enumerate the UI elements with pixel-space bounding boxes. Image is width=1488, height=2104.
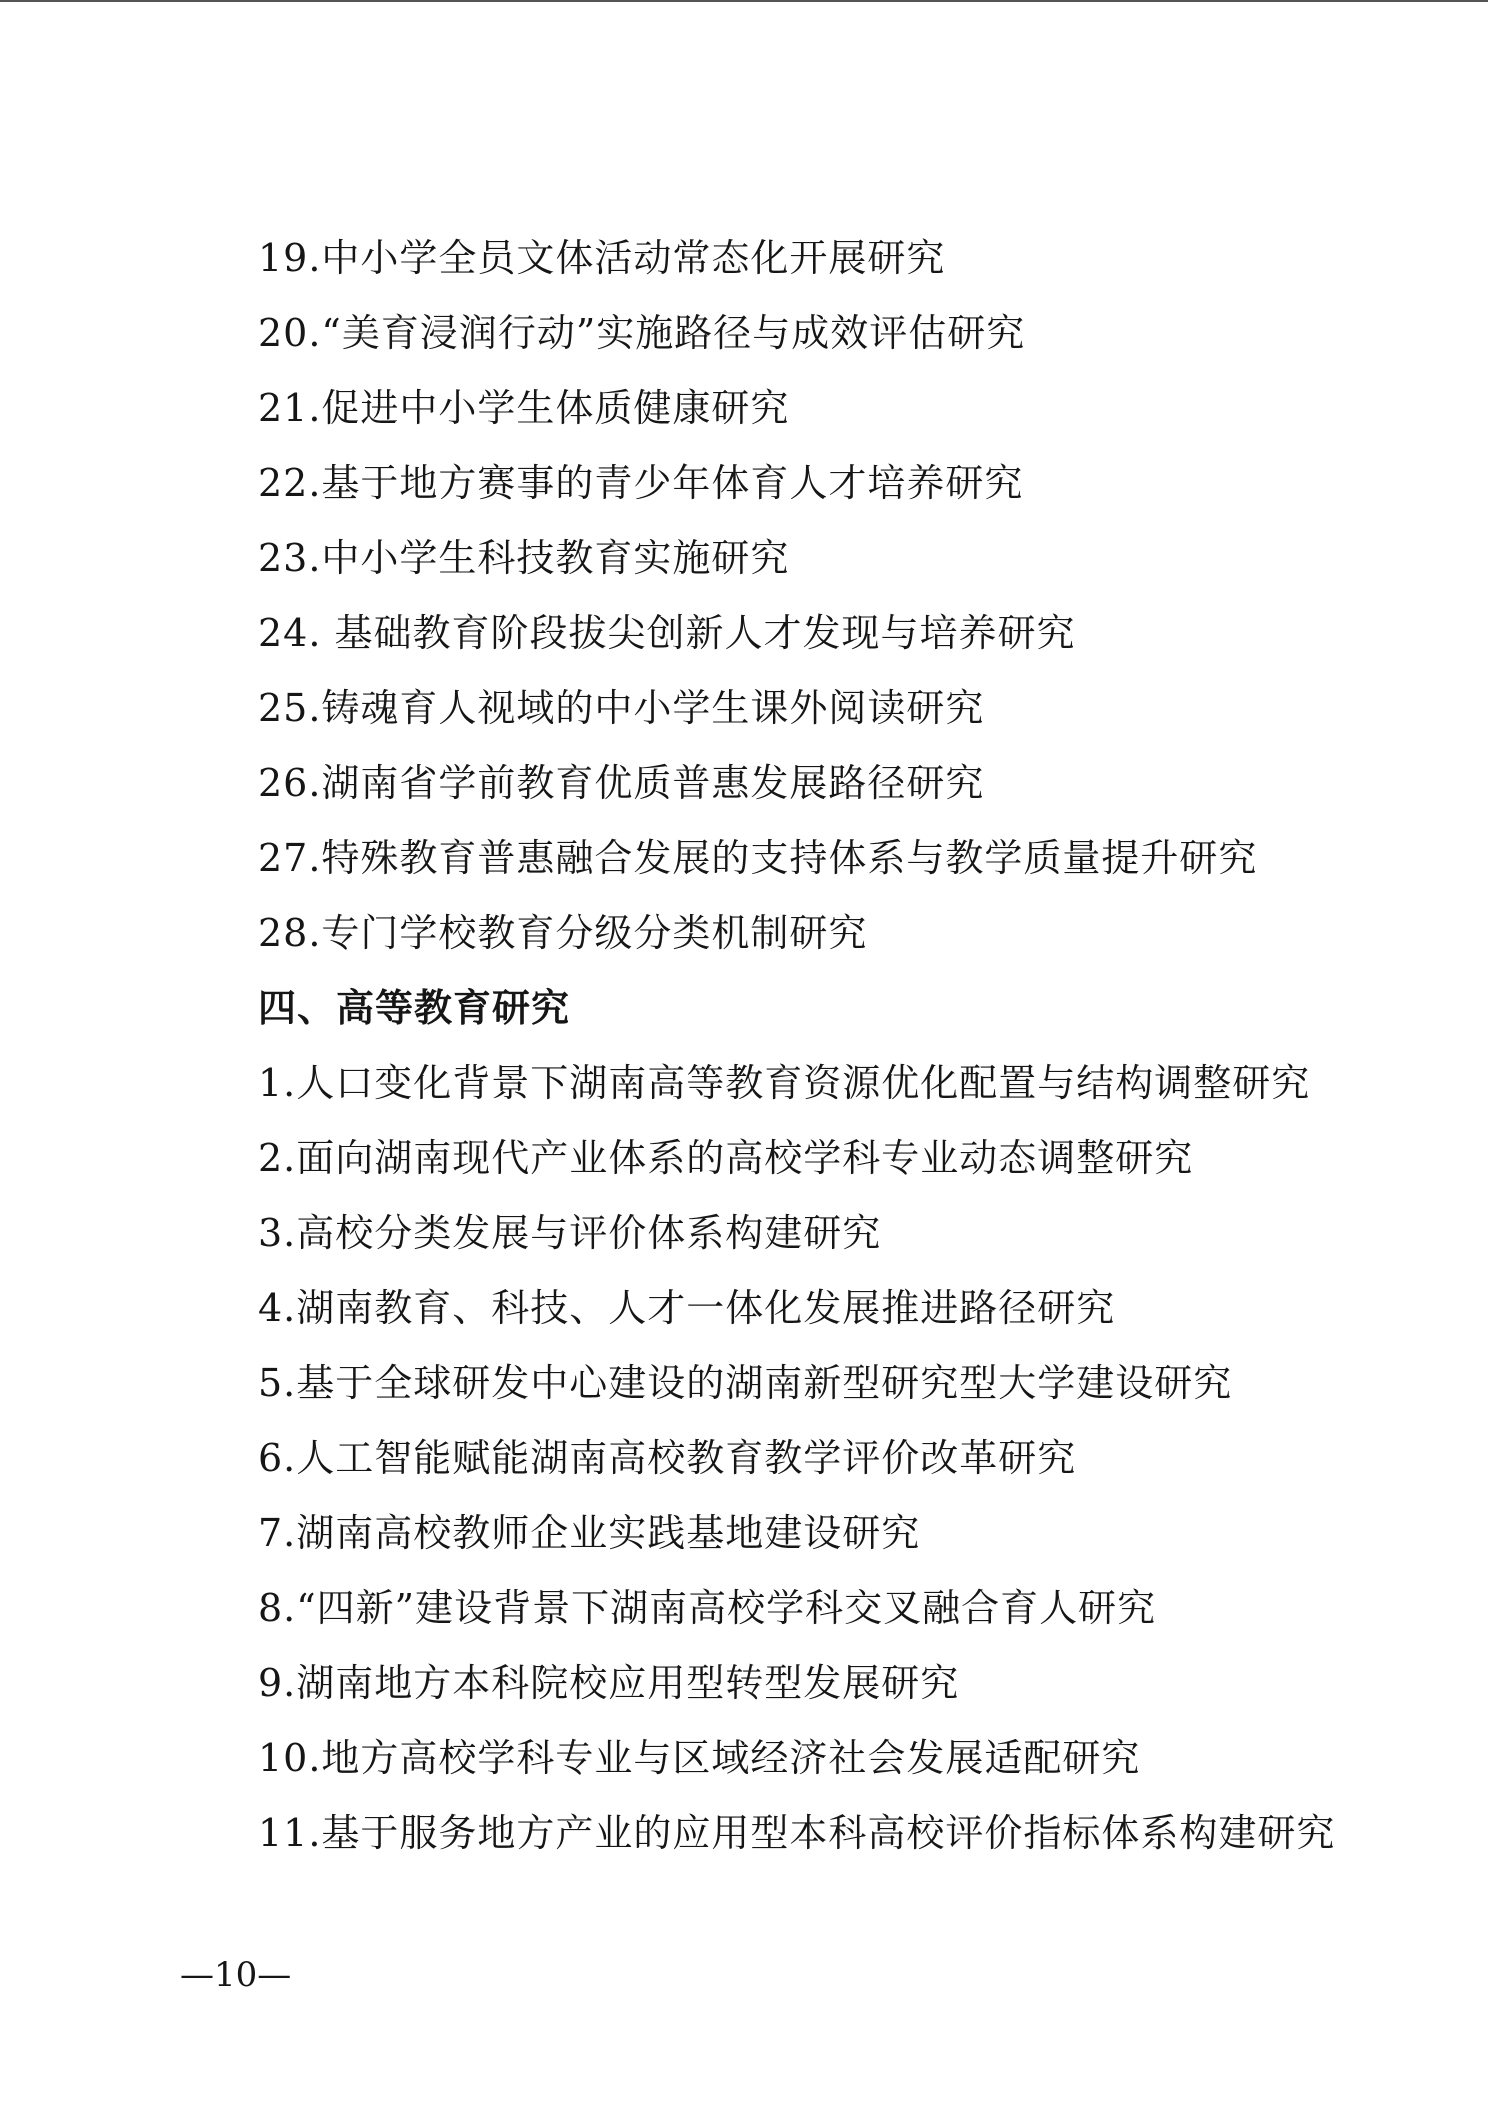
list-item: 2.面向湖南现代产业体系的高校学科专业动态调整研究 — [258, 1136, 1194, 1180]
list-item: 1.人口变化背景下湖南高等教育资源优化配置与结构调整研究 — [258, 1061, 1311, 1105]
list-item: 19.中小学全员文体活动常态化开展研究 — [258, 236, 946, 280]
list-item: 5.基于全球研发中心建设的湖南新型研究型大学建设研究 — [258, 1361, 1233, 1405]
document-body — [258, 228, 1398, 1878]
list-item: 22.基于地方赛事的青少年体育人才培养研究 — [258, 461, 1024, 505]
list-item: 7.湖南高校教师企业实践基地建设研究 — [258, 1511, 921, 1555]
list-item: 25.铸魂育人视域的中小学生课外阅读研究 — [258, 686, 985, 730]
list-item: 9.湖南地方本科院校应用型转型发展研究 — [258, 1661, 960, 1705]
list-item: 21.促进中小学生体质健康研究 — [258, 386, 790, 430]
section-heading: 四、高等教育研究 — [258, 986, 571, 1030]
list-item: 26.湖南省学前教育优质普惠发展路径研究 — [258, 761, 985, 805]
page-number: —10— — [180, 1955, 292, 1995]
list-item: 3.高校分类发展与评价体系构建研究 — [258, 1211, 882, 1255]
top-border-line — [0, 0, 1488, 2]
list-item: 11.基于服务地方产业的应用型本科高校评价指标体系构建研究 — [258, 1811, 1336, 1855]
list-item: 28.专门学校教育分级分类机制研究 — [258, 911, 868, 955]
list-item: 10.地方高校学科专业与区域经济社会发展适配研究 — [258, 1736, 1141, 1780]
list-item: 6.人工智能赋能湖南高校教育教学评价改革研究 — [258, 1436, 1077, 1480]
list-item: 4.湖南教育、科技、人才一体化发展推进路径研究 — [258, 1286, 1116, 1330]
list-item: 20.“美育浸润行动”实施路径与成效评估研究 — [258, 311, 1026, 355]
list-item: 24. 基础教育阶段拔尖创新人才发现与培养研究 — [258, 611, 1076, 655]
list-item: 27.特殊教育普惠融合发展的支持体系与教学质量提升研究 — [258, 836, 1258, 880]
list-item: 23.中小学生科技教育实施研究 — [258, 536, 790, 580]
list-item: 8.“四新”建设背景下湖南高校学科交叉融合育人研究 — [258, 1586, 1157, 1630]
